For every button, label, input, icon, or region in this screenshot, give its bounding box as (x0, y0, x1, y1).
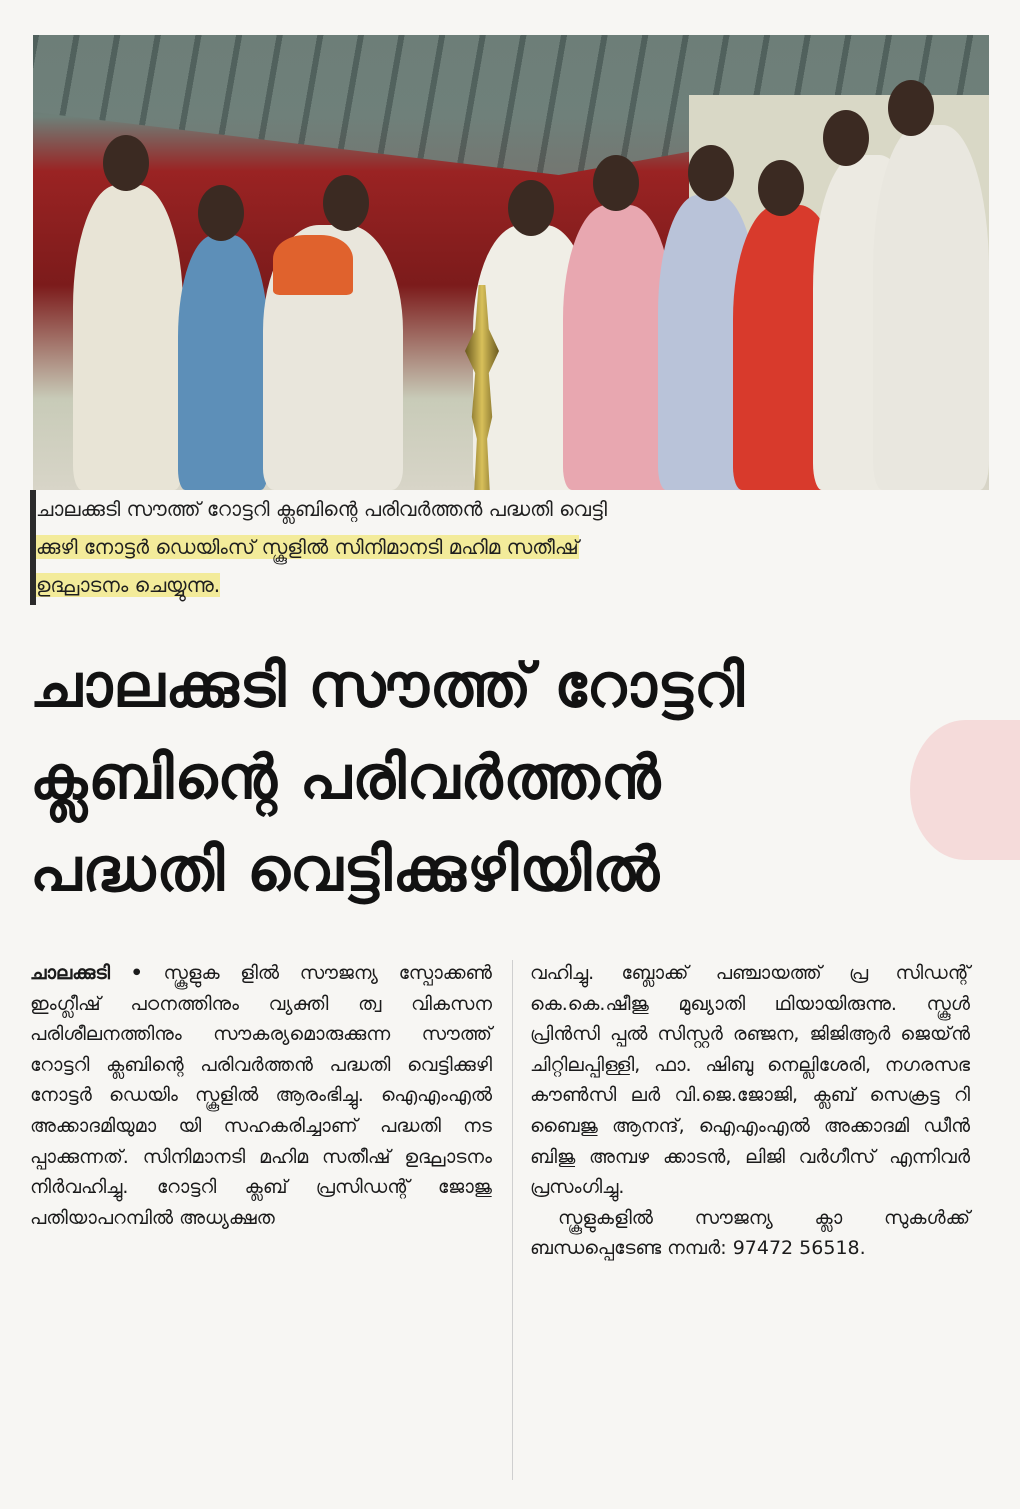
person-figure (178, 235, 268, 490)
person-head (103, 135, 149, 191)
caption-highlight: ഉദ്ഘാടനം ചെയ്യുന്നു. (36, 573, 221, 597)
person-figure (873, 125, 989, 490)
body-paragraph: വഹിച്ചു. ബ്ലോക്ക് പഞ്ചായത്ത് പ്ര സിഡന്റ് കെ.കെ.ഷീജു മുഖ്യാതി ഥിയായിരുന്നു. സ്കൂൾ പ്രിൻസി പ്പൽ സിസ്റ്റർ രഞ്ജന, ജിജിആർ ജെയ്ൻ ചിറ്റിലപ്പിള്ളി, ഫാ. ഷിബു നെല്ലിശേരി, നഗരസഭ കൗൺസി ലർ വി.ജെ.ജോജി, ക്ലബ് സെക്രട്ട റി ബൈജു ആനന്ദ്, ഐഎംഎൽ അക്കാദമി ഡീൻ ബിജു അമ്പഴ ക്കാടൻ, ലിജി വർഗീസ് എന്നിവർ പ്രസംഗിച്ചു. (530, 962, 970, 1199)
person-head (198, 185, 244, 241)
event-photo (33, 35, 989, 490)
person-figure (273, 235, 353, 295)
caption-line: ചാലക്കുടി സൗത്ത് റോട്ടറി ക്ലബിന്റെ പരിവർത്തൻ പദ്ധതി വെട്ടി (36, 497, 608, 521)
headline-line: പദ്ധതി വെട്ടിക്കുഴിയിൽ (30, 835, 661, 905)
photo-caption (30, 490, 996, 604)
person-head (593, 155, 639, 211)
person-head (323, 175, 369, 231)
person-head (888, 80, 934, 136)
caption-highlight: ക്കുഴി നോട്ടർ ഡെയിംസ് സ്കൂളിൽ സിനിമാനടി മഹിമ സതീഷ് (36, 535, 579, 559)
person-figure (73, 185, 183, 490)
dateline: ചാലക്കുടി (30, 962, 110, 984)
headline-line: ചാലക്കുടി സൗത്ത് റോട്ടറി (30, 651, 746, 721)
caption-line (36, 566, 996, 604)
body-column-left (30, 958, 492, 1233)
dateline-bullet: • (130, 962, 143, 984)
body-paragraph (30, 958, 492, 1233)
caption-line (36, 528, 996, 566)
contact-paragraph: സ്കൂളുകളിൽ സൗജന്യ ക്ലാ സുകൾക്ക് ബന്ധപ്പെടേണ്ട നമ്പർ: 97472 56518. (530, 1206, 970, 1260)
column-divider (512, 960, 513, 1480)
person-head (688, 145, 734, 201)
headline-line: ക്ലബിന്റെ പരിവർത്തൻ (30, 743, 662, 813)
headline (30, 640, 990, 916)
person-head (508, 180, 554, 236)
person-head (823, 110, 869, 166)
body-text: സ്കൂളുക ളിൽ സൗജന്യ സ്പോക്കൺ ഇംഗ്ലീഷ് പഠനത്തിനും വ്യക്തി ത്വ വികസന പരിശീലനത്തിനും സൗകര്യമൊരുക്കുന്ന സൗത്ത് റോട്ടറി ക്ലബിന്റെ പരിവർത്തൻ പദ്ധതി വെട്ടിക്കുഴി നോട്ടർ ഡെയിം സ്കൂളിൽ ആരംഭിച്ചു. ഐഎംഎൽ അക്കാദമിയുമാ യി സഹകരിച്ചാണ് പദ്ധതി നട പ്പാക്കുന്നത്. സിനിമാനടി മഹിമ സതീഷ് ഉദ്ഘാടനം നിർവഹിച്ചു. റോട്ടറി ക്ലബ് പ്രസിഡന്റ് ജോജു പതിയാപറമ്പിൽ അധ്യക്ഷത (30, 962, 492, 1229)
person-figure (563, 205, 673, 490)
body-column-right (530, 958, 970, 1264)
person-head (758, 160, 804, 216)
